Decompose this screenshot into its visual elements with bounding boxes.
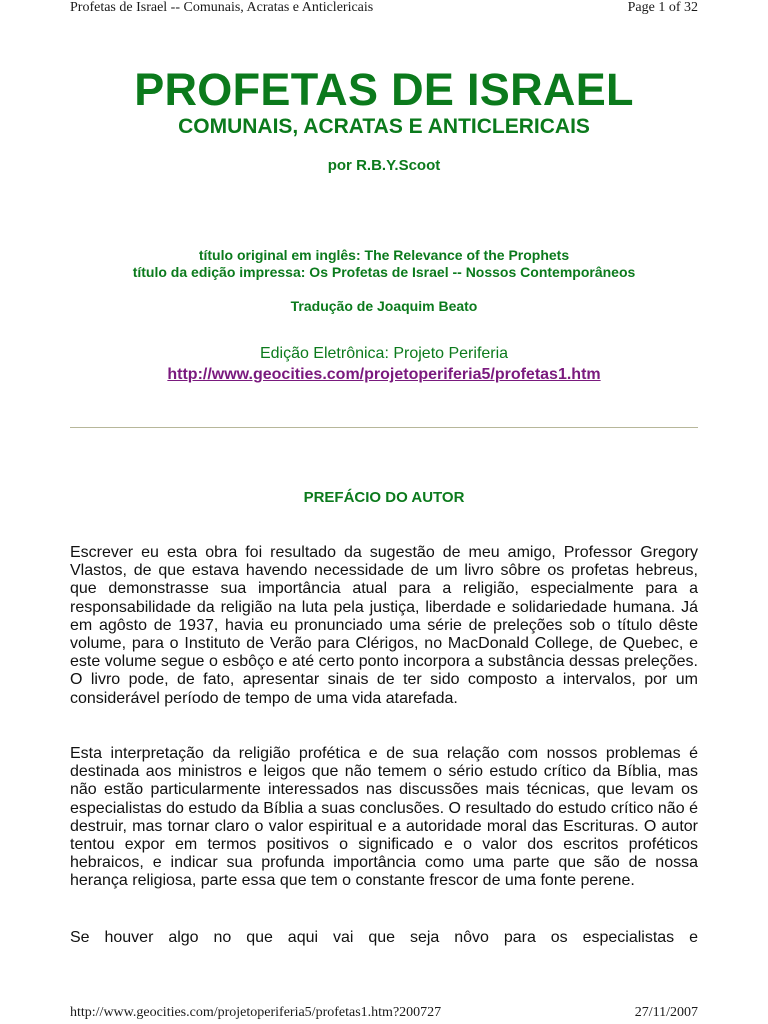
header-doc-title: Profetas de Israel -- Comunais, Acratas e Anticlericais: [70, 0, 374, 15]
print-header: [70, 0, 698, 16]
page-subtitle: COMUNAIS, ACRATAS E ANTICLERICAIS: [178, 115, 590, 138]
paragraph: Se houver algo no que aqui vai que seja nôvo para os especialistas e: [70, 929, 698, 946]
page-title: PROFETAS DE ISRAEL: [134, 64, 634, 115]
print-title-line: título da edição impressa: Os Profetas de Israel -- Nossos Contemporâneos: [132, 264, 636, 280]
source-link[interactable]: http://www.geocities.com/projetoperiferia5/profetas1.htm: [167, 366, 601, 383]
author-line: por R.B.Y.Scoot: [327, 157, 441, 174]
footer-date: 27/11/2007: [634, 1005, 698, 1020]
print-footer: [70, 1005, 698, 1021]
translation-line: Tradução de Joaquim Beato: [290, 298, 478, 314]
horizontal-divider: [70, 427, 698, 428]
edition-line: Edição Eletrônica: Projeto Periferia: [259, 345, 509, 362]
paragraph: Escrever eu esta obra foi resultado da sugestão de meu amigo, Professor Gregory Vlastos, de que estava havendo necessidade de um livro sôbre os profetas hebreus, que demonstrasse sua importância atual para a religião, especialmente para a responsabilidade da religião na luta pela justiça, liberdade e solidariedade humana. Já em agôsto de 1937, havia eu pronunciado uma série de preleções sob o título dêste volume, para o Instituto de Verão para Clérigos, no MacDonald College, de Quebec, e este volume segue o esbôço e até certo ponto incorpora a substância dessas preleções. O livro pode, de fato, apresentar sinais de ter sido composto a intervalos, por um considerável período de tempo de uma vida atarefada.: [70, 544, 698, 707]
original-title-line: título original em inglês: The Relevance of the Prophets: [198, 247, 570, 263]
section-heading: PREFÁCIO DO AUTOR: [303, 489, 465, 506]
paragraph: Esta interpretação da religião profética e de sua relação com nossos problemas é destinada aos ministros e leigos que não temem o sério estudo crítico da Bíblia, mas não estão particularmente interessados nas discussões mais técnicas, que levam os especialistas do estudo da Bíblia a suas conclusões. O resultado do estudo crítico não é destruir, mas tornar claro o valor espiritual e a autoridade moral das Escrituras. O autor tentou expor em termos positivos o significado e o valor dos escritos proféticos hebraicos, e indicar sua profunda importância como uma parte que são de nossa herança religiosa, parte essa que tem o constante frescor de uma fonte perene.: [70, 745, 698, 890]
header-page-info: Page 1 of 32: [627, 0, 698, 15]
footer-url: http://www.geocities.com/projetoperiferia5/profetas1.htm?200727: [70, 1005, 442, 1020]
